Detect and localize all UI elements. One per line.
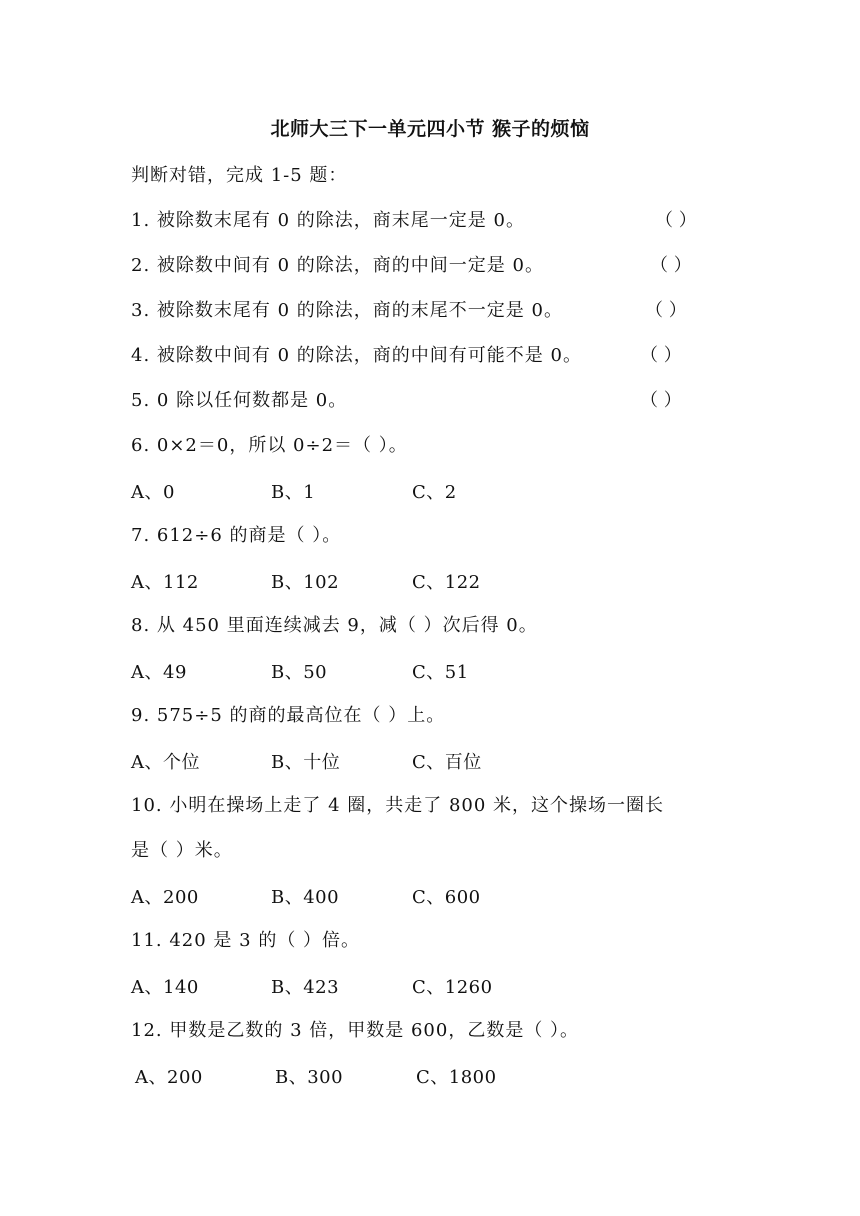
q12-option-b: B、300 xyxy=(275,1067,344,1088)
answer-paren-1: （ ） xyxy=(655,210,697,231)
question-10: 10. 小明在操场上走了 4 圈，共走了 800 米，这个操场一圈长 xyxy=(131,795,665,816)
q7-option-b: B、102 xyxy=(271,572,340,593)
q12-option-a: A、200 xyxy=(135,1067,203,1088)
question-10-continued: 是（ ）米。 xyxy=(131,840,233,861)
q10-option-a: A、200 xyxy=(131,887,199,908)
q8-option-b: B、50 xyxy=(271,662,328,683)
q7-option-a: A、112 xyxy=(131,572,199,593)
q8-option-a: A、49 xyxy=(131,662,187,683)
q6-option-c: C、2 xyxy=(412,482,457,503)
q12-option-c: C、1800 xyxy=(416,1067,497,1088)
judgment-item-2: 2. 被除数中间有 0 的除法，商的中间一定是 0。 xyxy=(131,255,544,276)
q11-option-b: B、423 xyxy=(271,977,340,998)
q9-option-a: A、个位 xyxy=(131,752,200,773)
q6-option-a: A、0 xyxy=(131,482,175,503)
judgment-item-4: 4. 被除数中间有 0 的除法，商的中间有可能不是 0。 xyxy=(131,345,582,366)
judgment-item-1: 1. 被除数末尾有 0 的除法，商末尾一定是 0。 xyxy=(131,210,525,231)
q11-option-a: A、140 xyxy=(131,977,199,998)
question-11: 11. 420 是 3 的（ ）倍。 xyxy=(131,930,361,951)
question-9: 9. 575÷5 的商的最高位在（ ）上。 xyxy=(131,705,446,726)
q8-option-c: C、51 xyxy=(412,662,469,683)
question-12: 12. 甲数是乙数的 3 倍，甲数是 600，乙数是（ ）。 xyxy=(131,1020,580,1041)
judgment-item-5: 5. 0 除以任何数都是 0。 xyxy=(131,390,348,411)
question-6: 6. 0×2＝0，所以 0÷2＝（ ）。 xyxy=(131,435,408,456)
page-title: 北师大三下一单元四小节 猴子的烦恼 xyxy=(270,118,590,140)
question-8: 8. 从 450 里面连续减去 9，减（ ）次后得 0。 xyxy=(131,615,538,636)
answer-paren-2: （ ） xyxy=(650,255,692,276)
judgment-item-3: 3. 被除数末尾有 0 的除法，商的末尾不一定是 0。 xyxy=(131,300,563,321)
q11-option-c: C、1260 xyxy=(412,977,493,998)
q10-option-b: B、400 xyxy=(271,887,340,908)
q10-option-c: C、600 xyxy=(412,887,481,908)
question-7: 7. 612÷6 的商是（ ）。 xyxy=(131,525,342,546)
q9-option-c: C、百位 xyxy=(412,752,482,773)
q9-option-b: B、十位 xyxy=(271,752,341,773)
answer-paren-3: （ ） xyxy=(645,300,687,321)
answer-paren-5: （ ） xyxy=(640,390,682,411)
q7-option-c: C、122 xyxy=(412,572,481,593)
q6-option-b: B、1 xyxy=(271,482,316,503)
instruction-text: 判断对错，完成 1-5 题： xyxy=(131,165,348,186)
answer-paren-4: （ ） xyxy=(640,345,682,366)
